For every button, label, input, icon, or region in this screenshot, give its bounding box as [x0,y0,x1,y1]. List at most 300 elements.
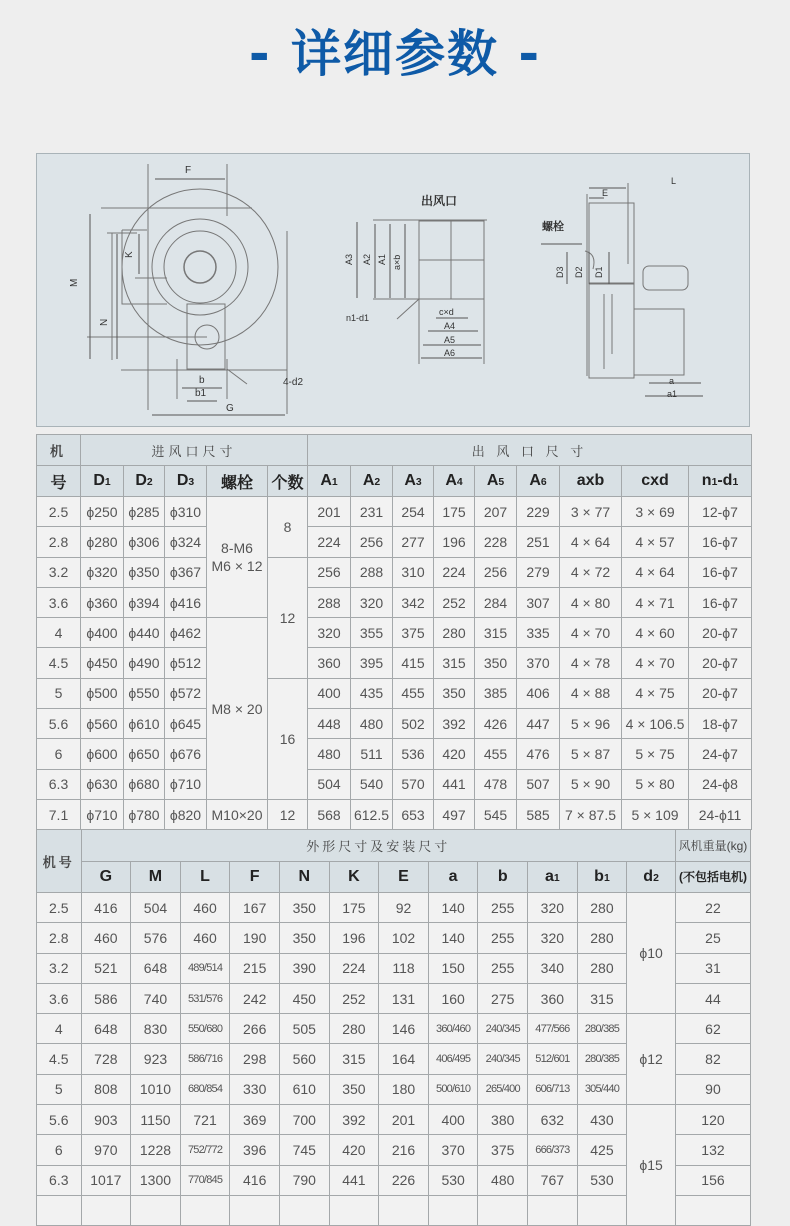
cell-weight: 90 [675,1074,750,1104]
cell-F: 416 [230,1165,280,1195]
cell-a: 500/610 [428,1074,478,1104]
label-D3: D3 [555,266,565,278]
machine-no: 3.6 [37,587,81,617]
cell-axb: 5 × 96 [560,709,622,739]
table-row [37,769,752,799]
machine-no: 5 [37,678,81,708]
cell-D3: ϕ676 [165,739,207,769]
cell-D1: ϕ500 [81,678,124,708]
table-row [37,1014,751,1044]
label-A4: A4 [444,321,456,331]
label-A5: A5 [444,335,456,345]
cell-N: 790 [279,1165,329,1195]
cell-a: 406/495 [428,1044,478,1074]
cell-weight: 22 [675,893,750,923]
table-row [37,893,751,923]
cell-D1: ϕ450 [81,648,124,678]
col-bolt: 螺栓 [207,466,268,497]
cell-axb: 3 × 77 [560,497,622,527]
cell-D1: ϕ710 [81,799,124,829]
cell-bolt: 8-M6 M6 × 12 [207,497,268,618]
cell-E: 226 [379,1165,429,1195]
table-row [37,618,752,648]
cell-A6: 229 [517,497,560,527]
cell-D3: ϕ710 [165,769,207,799]
cell-cxd: 4 × 70 [622,648,689,678]
cell-a1: 606/713 [528,1074,578,1104]
col-n1-d1: n1-d1 [689,466,752,497]
label-M: M [69,278,80,287]
inlet-outlet-dimension-table [36,434,752,830]
cell-b1: 280/385 [577,1014,627,1044]
cell-a1: 632 [528,1105,578,1135]
cell-A5: 284 [475,587,517,617]
cell-M: 1010 [131,1074,181,1104]
empty-cell [230,1195,280,1225]
label-b: b [199,375,205,386]
cell-A6: 279 [517,557,560,587]
cell-a1: 320 [528,923,578,953]
cell-M: 1300 [131,1165,181,1195]
cell-A2: 320 [351,587,393,617]
cell-axb: 5 × 90 [560,769,622,799]
cell-b: 375 [478,1135,528,1165]
cell-cxd: 3 × 69 [622,497,689,527]
cell-A2: 480 [351,709,393,739]
cell-A4: 315 [434,648,475,678]
cell-D2: ϕ350 [124,557,165,587]
cell-A3: 455 [393,678,434,708]
label-A6: A6 [444,348,456,358]
empty-cell [81,1195,131,1225]
cell-n1d1: 24-ϕ8 [689,769,752,799]
cell-D3: ϕ820 [165,799,207,829]
cell-A6: 406 [517,678,560,708]
empty-cell [478,1195,528,1225]
label-L: L [671,176,677,186]
cell-A5: 385 [475,678,517,708]
cell-A6: 585 [517,799,560,829]
cell-count: 12 [268,799,308,829]
col-A6: A6 [517,466,560,497]
cell-a: 150 [428,953,478,983]
cell-a1: 512/601 [528,1044,578,1074]
machine-no: 5.6 [37,1105,82,1135]
cell-A1: 201 [308,497,351,527]
cell-D3: ϕ324 [165,527,207,557]
cell-L: 460 [180,923,230,953]
technical-drawing [37,154,749,426]
label-A1: A1 [377,253,387,265]
cell-b: 265/400 [478,1074,528,1104]
empty-cell [131,1195,181,1225]
cell-A1: 360 [308,648,351,678]
cell-a1: 340 [528,953,578,983]
cell-L: 770/845 [180,1165,230,1195]
cell-K: 280 [329,1014,379,1044]
table-row [37,678,752,708]
cell-b1: 305/440 [577,1074,627,1104]
cell-A4: 252 [434,587,475,617]
cell-K: 224 [329,953,379,983]
cell-a: 530 [428,1165,478,1195]
cell-A5: 426 [475,709,517,739]
label-F: F [185,165,192,176]
cell-cxd: 4 × 75 [622,678,689,708]
cell-axb: 7 × 87.5 [560,799,622,829]
cell-L: 586/716 [180,1044,230,1074]
cell-K: 350 [329,1074,379,1104]
col-L: L [180,862,230,893]
cell-K: 252 [329,983,379,1013]
empty-cell [577,1195,627,1225]
cell-A4: 175 [434,497,475,527]
cell-A4: 350 [434,678,475,708]
machine-no: 4 [37,618,81,648]
cell-n1d1: 16-ϕ7 [689,527,752,557]
machine-no: 6 [37,1135,82,1165]
cell-N: 390 [279,953,329,983]
cell-A1: 320 [308,618,351,648]
cell-weight: 44 [675,983,750,1013]
cell-b: 240/345 [478,1044,528,1074]
cell-F: 266 [230,1014,280,1044]
cell-axb: 4 × 80 [560,587,622,617]
cell-M: 1228 [131,1135,181,1165]
cell-N: 350 [279,923,329,953]
header-inlet-dimensions: 进风口尺寸 [81,435,308,466]
cell-n1d1: 18-ϕ7 [689,709,752,739]
label-bolt: 螺栓 [542,221,564,233]
cell-bolt: M8 × 20 [207,618,268,800]
empty-cell [528,1195,578,1225]
cell-G: 416 [81,893,131,923]
cell-E: 164 [379,1044,429,1074]
label-a: a [669,376,675,386]
cell-A3: 277 [393,527,434,557]
cell-cxd: 5 × 109 [622,799,689,829]
cell-n1d1: 20-ϕ7 [689,648,752,678]
cell-a1: 767 [528,1165,578,1195]
cell-b: 255 [478,893,528,923]
cell-A5: 478 [475,769,517,799]
label-b1: b1 [195,388,207,399]
cell-E: 180 [379,1074,429,1104]
cell-A4: 280 [434,618,475,648]
cell-a1: 666/373 [528,1135,578,1165]
cell-K: 196 [329,923,379,953]
cell-D3: ϕ416 [165,587,207,617]
cell-b: 255 [478,953,528,983]
cell-K: 420 [329,1135,379,1165]
label-A2: A2 [362,253,372,265]
cell-n1d1: 12-ϕ7 [689,497,752,527]
cell-L: 752/772 [180,1135,230,1165]
cell-D3: ϕ645 [165,709,207,739]
cell-a: 360/460 [428,1014,478,1044]
cell-D3: ϕ462 [165,618,207,648]
cell-A5: 350 [475,648,517,678]
cell-E: 216 [379,1135,429,1165]
cell-D1: ϕ600 [81,739,124,769]
cell-D1: ϕ360 [81,587,124,617]
label-D1: D1 [594,266,604,278]
outline-installation-dimension-table [36,829,751,1226]
cell-A5: 455 [475,739,517,769]
label-E: E [602,188,609,198]
cell-axb: 4 × 72 [560,557,622,587]
col-D2: D2 [124,466,165,497]
cell-A6: 370 [517,648,560,678]
col-K: K [329,862,379,893]
cell-b1: 430 [577,1105,627,1135]
cell-A3: 653 [393,799,434,829]
cell-A3: 502 [393,709,434,739]
cell-a: 370 [428,1135,478,1165]
cell-L: 489/514 [180,953,230,983]
cell-D1: ϕ280 [81,527,124,557]
cell-D3: ϕ512 [165,648,207,678]
cell-L: 460 [180,893,230,923]
cell-axb: 4 × 78 [560,648,622,678]
cell-a1: 320 [528,893,578,923]
cell-D2: ϕ490 [124,648,165,678]
cell-A2: 540 [351,769,393,799]
cell-M: 576 [131,923,181,953]
cell-d2: ϕ12 [627,1014,676,1105]
cell-A6: 447 [517,709,560,739]
cell-A3: 375 [393,618,434,648]
cell-A5: 545 [475,799,517,829]
cell-G: 460 [81,923,131,953]
header-machine-no-top: 机 [37,435,81,466]
col-A3: A3 [393,466,434,497]
cell-cxd: 4 × 60 [622,618,689,648]
cell-A3: 415 [393,648,434,678]
label-K: K [124,251,135,258]
col-a: a [428,862,478,893]
machine-no: 2.5 [37,497,81,527]
cell-count: 12 [268,557,308,678]
cell-A1: 568 [308,799,351,829]
cell-count: 8 [268,497,308,558]
cell-A5: 315 [475,618,517,648]
cell-b1: 530 [577,1165,627,1195]
cell-A5: 256 [475,557,517,587]
cell-F: 396 [230,1135,280,1165]
cell-weight: 120 [675,1105,750,1135]
cell-A2: 288 [351,557,393,587]
col-count: 个数 [268,466,308,497]
table-row [37,709,752,739]
cell-M: 1150 [131,1105,181,1135]
cell-a: 140 [428,923,478,953]
cell-M: 648 [131,953,181,983]
col-A4: A4 [434,466,475,497]
cell-A4: 224 [434,557,475,587]
cell-cxd: 5 × 80 [622,769,689,799]
cell-n1d1: 24-ϕ7 [689,739,752,769]
cell-A5: 228 [475,527,517,557]
cell-axb: 4 × 64 [560,527,622,557]
table-row [37,648,752,678]
col-N: N [279,862,329,893]
cell-M: 740 [131,983,181,1013]
cell-b1: 280 [577,893,627,923]
cell-D2: ϕ550 [124,678,165,708]
cell-D3: ϕ310 [165,497,207,527]
cell-N: 350 [279,893,329,923]
cell-M: 830 [131,1014,181,1044]
cell-D3: ϕ367 [165,557,207,587]
label-N: N [99,318,110,326]
cell-b: 275 [478,983,528,1013]
cell-weight: 132 [675,1135,750,1165]
cell-D1: ϕ250 [81,497,124,527]
label-n1-d1: n1-d1 [346,313,370,323]
cell-E: 92 [379,893,429,923]
machine-no: 2.5 [37,893,82,923]
cell-b: 240/345 [478,1014,528,1044]
table-row [37,527,752,557]
cell-cxd: 4 × 57 [622,527,689,557]
cell-M: 504 [131,893,181,923]
cell-A5: 207 [475,497,517,527]
col-G: G [81,862,131,893]
cell-D2: ϕ440 [124,618,165,648]
cell-K: 315 [329,1044,379,1074]
cell-axb: 4 × 88 [560,678,622,708]
cell-F: 369 [230,1105,280,1135]
cell-A4: 196 [434,527,475,557]
cell-A3: 570 [393,769,434,799]
col-d2: d2 [627,862,676,893]
table-row [37,587,752,617]
cell-weight: 31 [675,953,750,983]
machine-no: 2.8 [37,527,81,557]
cell-E: 131 [379,983,429,1013]
cell-a: 400 [428,1105,478,1135]
cell-A1: 448 [308,709,351,739]
page-title: - 详细参数 - [248,25,542,83]
col-D3: D3 [165,466,207,497]
table-row [37,497,752,527]
cell-axb: 4 × 70 [560,618,622,648]
cell-count: 16 [268,678,308,799]
col-D1: D1 [81,466,124,497]
cell-E: 118 [379,953,429,983]
machine-no: 4.5 [37,1044,82,1074]
machine-no: 2.8 [37,923,82,953]
empty-cell [428,1195,478,1225]
cell-A2: 355 [351,618,393,648]
cell-a1: 477/566 [528,1014,578,1044]
cell-cxd: 4 × 64 [622,557,689,587]
empty-cell [279,1195,329,1225]
cell-cxd: 4 × 106.5 [622,709,689,739]
cell-F: 298 [230,1044,280,1074]
cell-G: 808 [81,1074,131,1104]
cell-M: 923 [131,1044,181,1074]
empty-cell [329,1195,379,1225]
cell-b1: 315 [577,983,627,1013]
label-G: G [226,403,234,414]
cell-N: 700 [279,1105,329,1135]
cell-A3: 536 [393,739,434,769]
cell-A2: 435 [351,678,393,708]
outlet-title: 出风口 [421,194,458,208]
cell-D2: ϕ306 [124,527,165,557]
cell-a1: 360 [528,983,578,1013]
cell-D1: ϕ320 [81,557,124,587]
cell-A1: 504 [308,769,351,799]
machine-no: 3.2 [37,557,81,587]
table-row [37,557,752,587]
cell-n1d1: 24-ϕ11 [689,799,752,829]
cell-N: 610 [279,1074,329,1104]
cell-n1d1: 20-ϕ7 [689,678,752,708]
cell-L: 531/576 [180,983,230,1013]
cell-L: 721 [180,1105,230,1135]
machine-no: 6.3 [37,769,81,799]
cell-weight: 156 [675,1165,750,1195]
table-row [37,799,752,829]
cell-D2: ϕ610 [124,709,165,739]
cell-b1: 425 [577,1135,627,1165]
machine-no: 6.3 [37,1165,82,1195]
cell-F: 242 [230,983,280,1013]
cell-G: 728 [81,1044,131,1074]
cell-n1d1: 20-ϕ7 [689,618,752,648]
cell-A2: 612.5 [351,799,393,829]
cell-G: 521 [81,953,131,983]
machine-no: 3.2 [37,953,82,983]
cell-A1: 256 [308,557,351,587]
machine-no: 5.6 [37,709,81,739]
cell-d2: ϕ10 [627,893,676,1014]
col-axb: axb [560,466,622,497]
label-D2: D2 [574,266,584,278]
cell-A6: 251 [517,527,560,557]
cell-N: 745 [279,1135,329,1165]
col-b1: b1 [577,862,627,893]
cell-G: 1017 [81,1165,131,1195]
cell-A2: 256 [351,527,393,557]
cell-A1: 400 [308,678,351,708]
machine-no: 3.6 [37,983,82,1013]
empty-cell [379,1195,429,1225]
header-outline-installation: 外形尺寸及安装尺寸 [81,830,675,862]
cell-D1: ϕ630 [81,769,124,799]
cell-b1: 280 [577,953,627,983]
cell-A2: 511 [351,739,393,769]
col-F: F [230,862,280,893]
header-machine-no-bottom: 号 [37,466,81,497]
cell-D2: ϕ285 [124,497,165,527]
cell-A6: 307 [517,587,560,617]
fan-housing-outline [122,189,278,345]
cell-N: 560 [279,1044,329,1074]
col-A2: A2 [351,466,393,497]
cell-A4: 497 [434,799,475,829]
cell-A3: 310 [393,557,434,587]
cell-axb: 5 × 87 [560,739,622,769]
machine-no: 5 [37,1074,82,1104]
col-A1: A1 [308,466,351,497]
cell-N: 450 [279,983,329,1013]
col-b: b [478,862,528,893]
header-outlet-dimensions: 出 风 口 尺 寸 [308,435,752,466]
